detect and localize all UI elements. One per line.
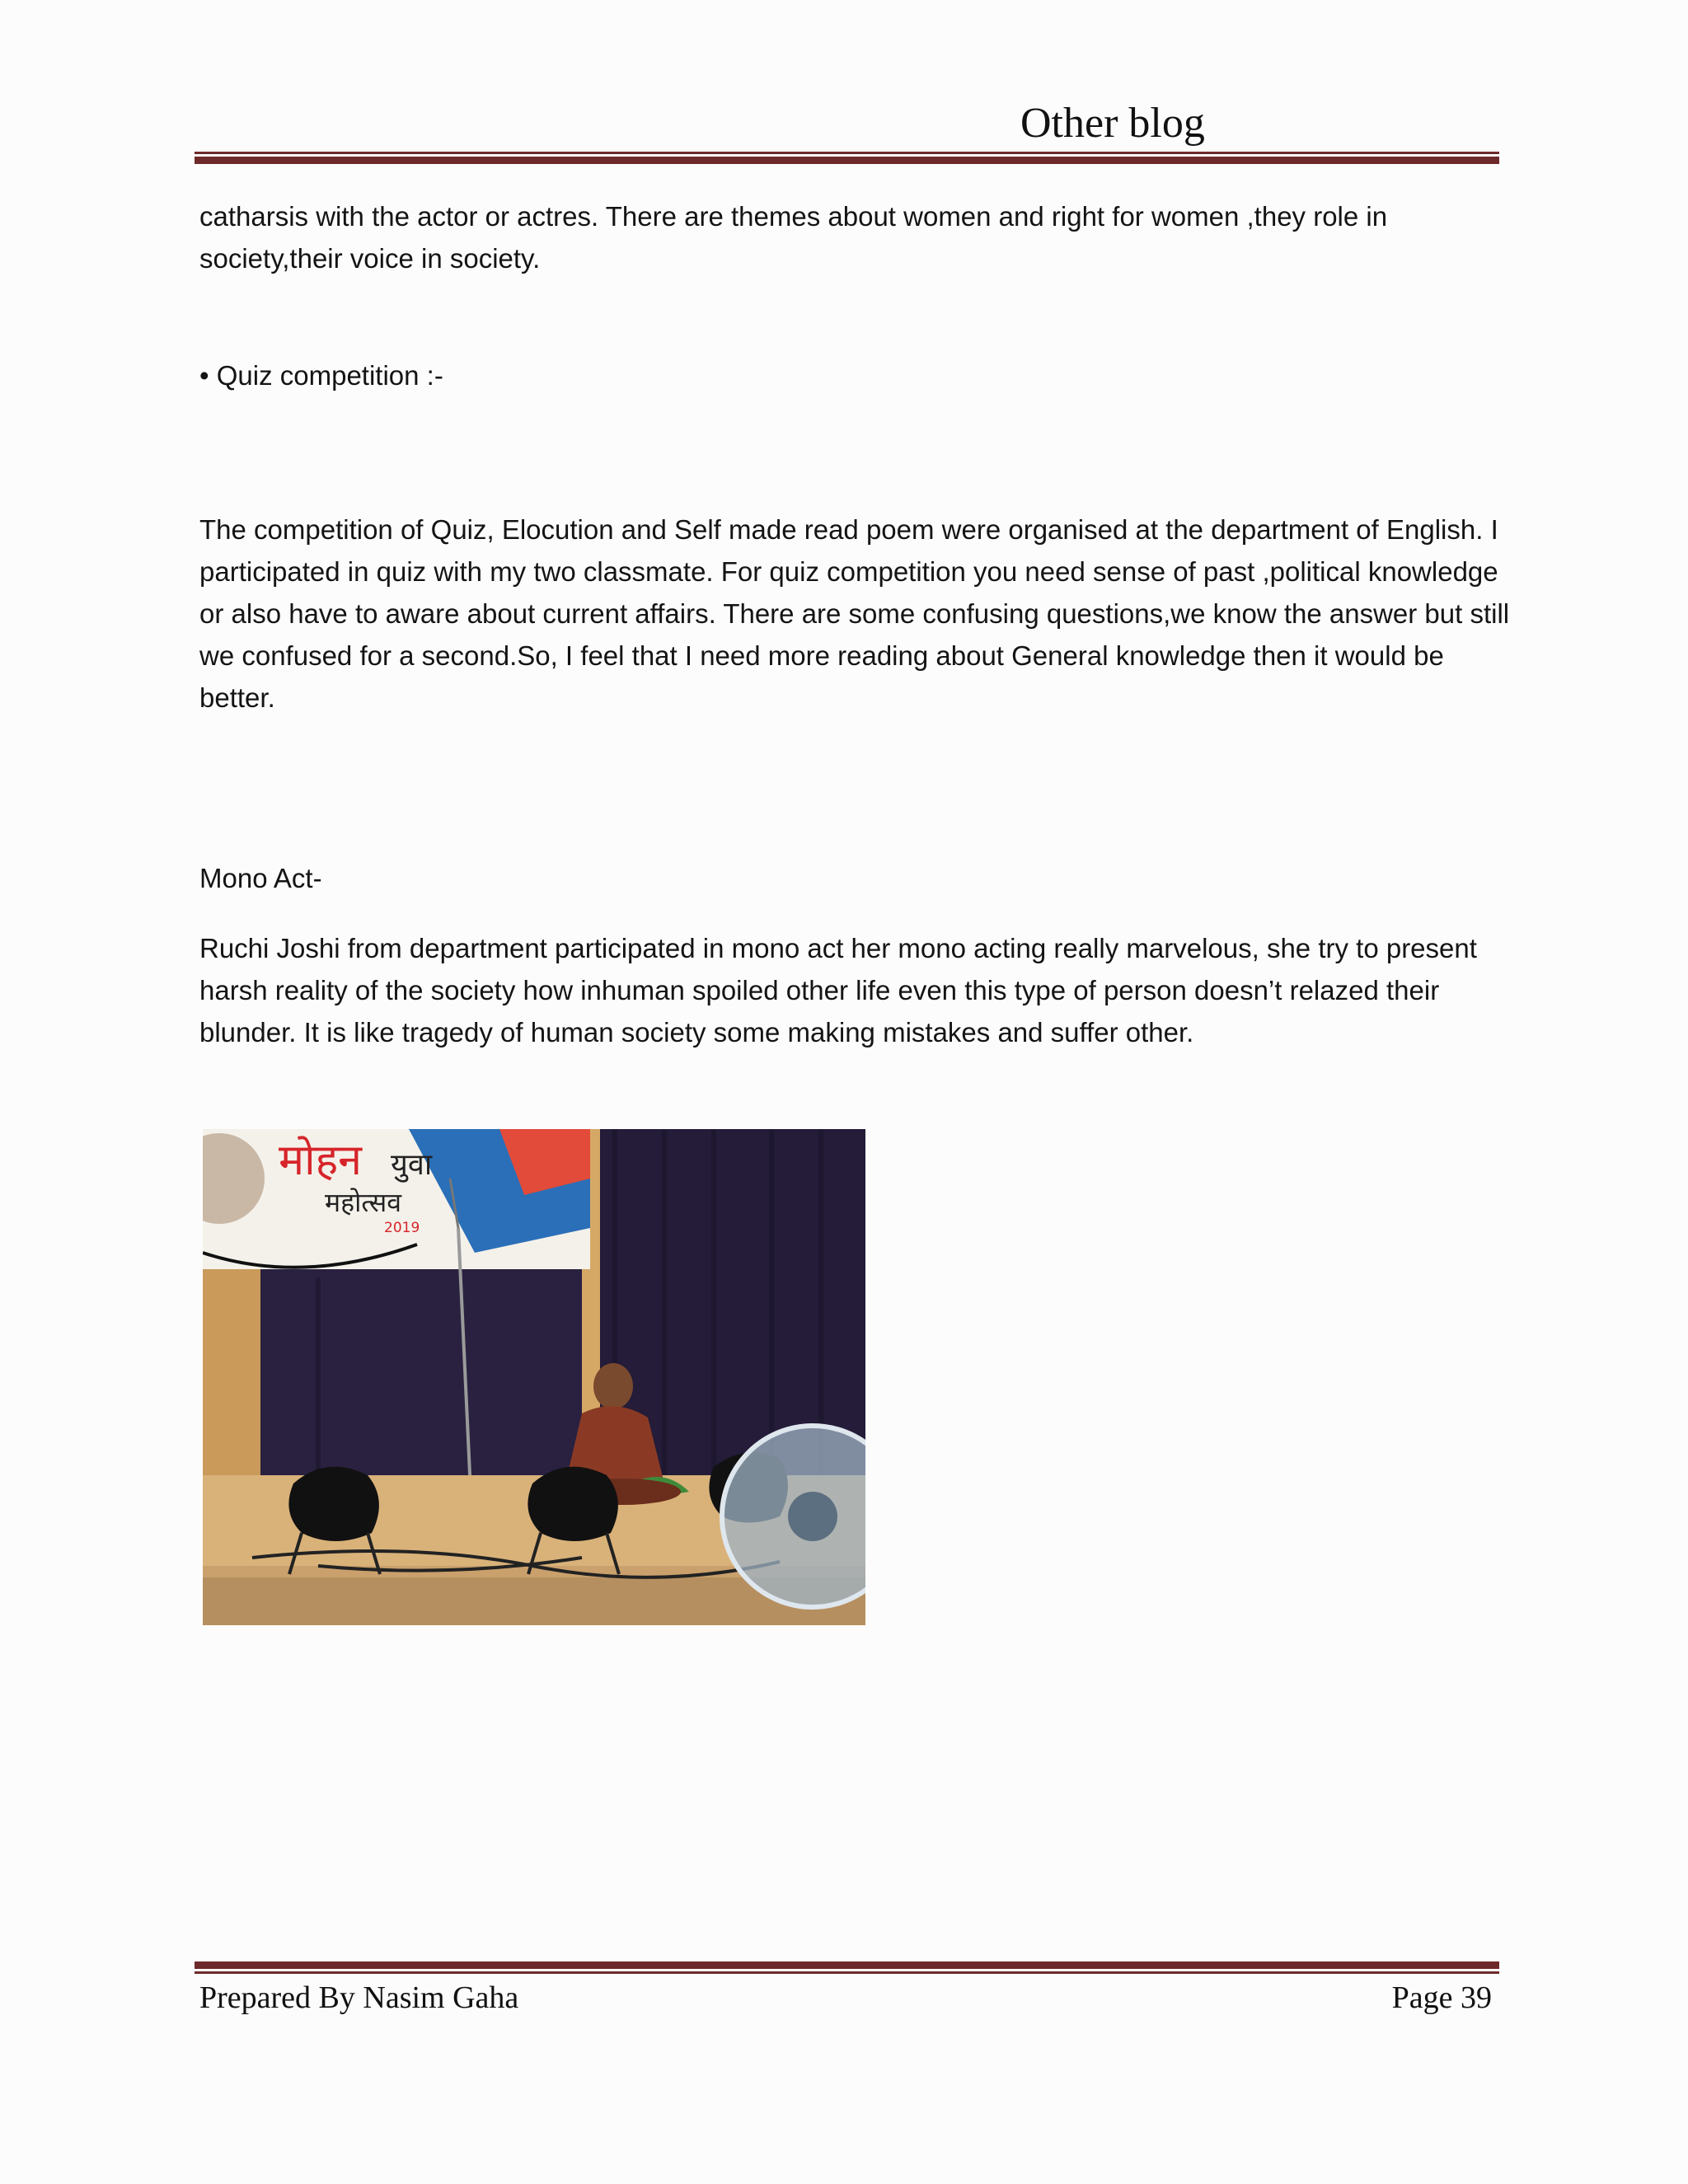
banner-word-mahotsav: महोत्सव (325, 1187, 401, 1218)
banner-word-yuva: युवा (391, 1148, 433, 1182)
quiz-heading: • Quiz competition :- (199, 360, 443, 391)
intro-paragraph (199, 195, 1502, 279)
intro-line-2: society,their voice in society. (199, 243, 541, 274)
quiz-paragraph: The competition of Quiz, Elocution and Self made read poem were organised at the department of English. I participated in quiz with my two classmate. For quiz competition you need sense of past ,political knowledge or also have to aware about current affairs. There are some confusing questions,we know the answer but still we confused for a second.So, I feel that I need more reading about General knowledge then it would be better. (199, 514, 1510, 713)
header-rule (195, 152, 1499, 164)
mono-act-photo (203, 1129, 865, 1625)
mono-act-paragraph: Ruchi Joshi from department participated in mono act her mono acting really marvelous, she try to present harsh reality of the society how inhuman spoiled other life even this type of person doesn’t relazed their blunder. It is like tragedy of human society some making mistakes and suffer other. (199, 933, 1477, 1047)
intro-line-1: catharsis with the actor or actres. There are themes about women and right for women ,they role in (199, 201, 1388, 232)
footer-rule (195, 1961, 1499, 1974)
banner-word-mohan: मोहन (279, 1136, 363, 1185)
header-title: Other blog (1020, 100, 1205, 147)
banner-year: 2019 (384, 1220, 420, 1236)
footer-page-number: Page 39 (1391, 1980, 1492, 2015)
footer-prepared-by: Prepared By Nasim Gaha (199, 1980, 519, 2015)
mono-act-heading: Mono Act- (199, 863, 322, 893)
